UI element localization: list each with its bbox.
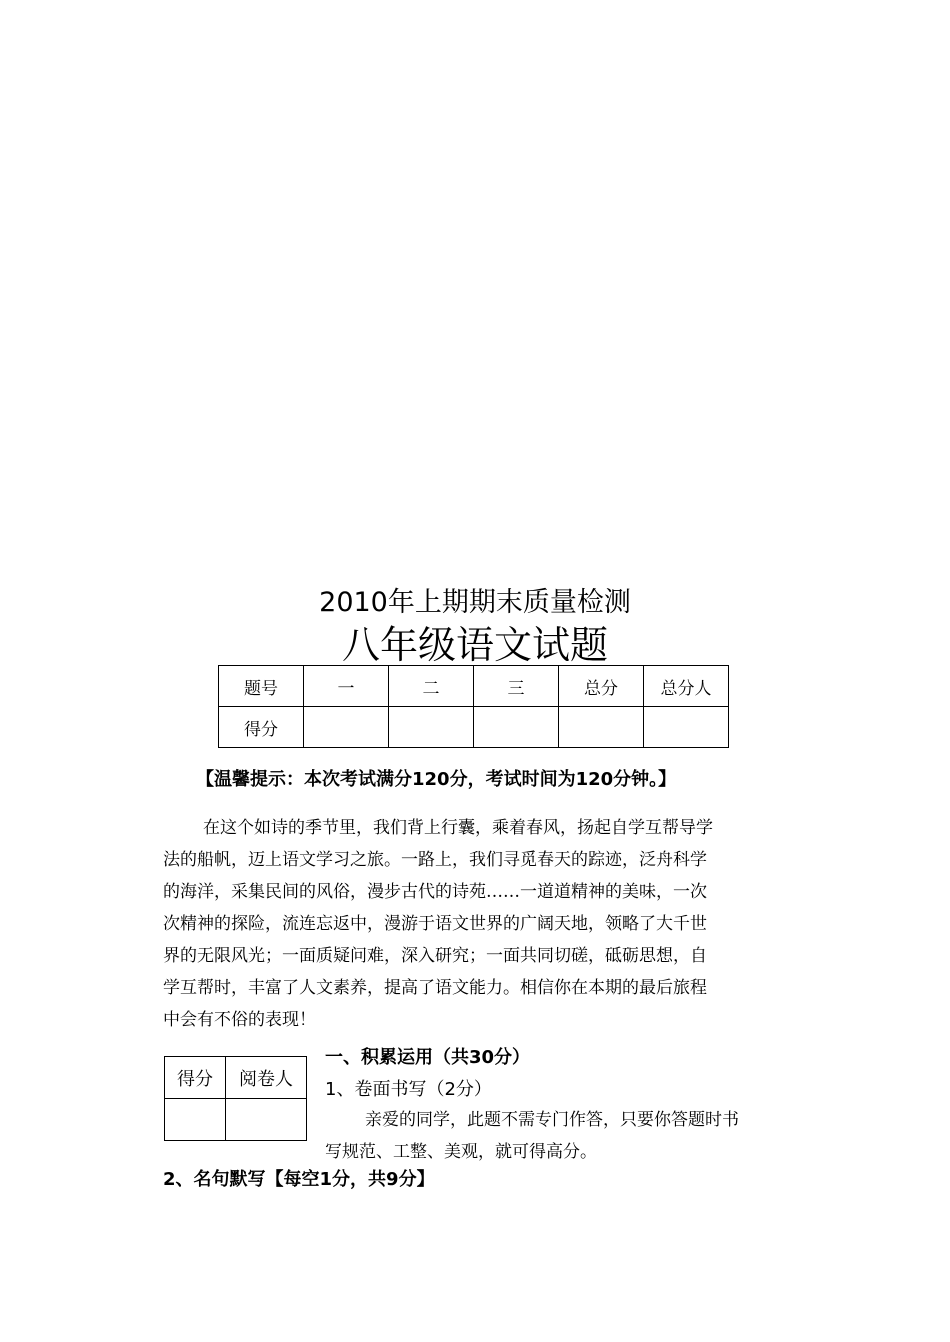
score-table-cell: 一: [304, 666, 389, 707]
score-table-cell: 三: [474, 666, 559, 707]
score-table-cell: 题号: [219, 666, 304, 707]
grader-entry-cell[interactable]: [165, 1099, 226, 1141]
score-table-header-row: [219, 666, 729, 707]
intro-line: 学互帮时，丰富了人文素养，提高了语文能力。相信你在本期的最后旅程: [163, 978, 707, 998]
score-table-cell: 二: [389, 666, 474, 707]
section-heading: 一、积累运用（共30分）: [325, 1047, 531, 1068]
exam-tip: 【温馨提示：本次考试满分120分，考试时间为120分钟。】: [196, 769, 677, 790]
grader-table-value-row: [165, 1099, 307, 1141]
question-2-title: 2、名句默写【每空1分，共9分】: [163, 1169, 435, 1190]
score-table-cell: 总分人: [644, 666, 729, 707]
grader-table-cell: 得分: [165, 1057, 226, 1099]
exam-title-line2: 八年级语文试题: [341, 623, 608, 667]
question-1-line: 写规范、工整、美观，就可得高分。: [325, 1142, 597, 1162]
question-1-line: 亲爱的同学，此题不需专门作答，只要你答题时书: [365, 1110, 739, 1130]
intro-line: 的海洋，采集民间的风俗，漫步古代的诗苑……一道道精神的美味，一次: [163, 882, 707, 902]
score-entry-cell[interactable]: [644, 707, 729, 748]
score-table-cell: 得分: [219, 707, 304, 748]
intro-line: 次精神的探险，流连忘返中，漫游于语文世界的广阔天地，领略了大千世: [163, 914, 707, 934]
score-entry-cell[interactable]: [304, 707, 389, 748]
grader-table-cell: 阅卷人: [226, 1057, 307, 1099]
score-entry-cell[interactable]: [474, 707, 559, 748]
intro-paragraph: [163, 812, 787, 1036]
intro-line: 界的无限风光；一面质疑问难，深入研究；一面共同切磋，砥砺思想，自: [163, 946, 707, 966]
score-table-cell: 总分: [559, 666, 644, 707]
grader-table: [164, 1056, 307, 1141]
question-1-body: [325, 1104, 787, 1168]
grader-entry-cell[interactable]: [226, 1099, 307, 1141]
score-table-score-row: [219, 707, 729, 748]
grader-table-header-row: [165, 1057, 307, 1099]
score-entry-cell[interactable]: [559, 707, 644, 748]
intro-line: 法的船帆，迈上语文学习之旅。一路上，我们寻觅春天的踪迹，泛舟科学: [163, 850, 707, 870]
intro-line: 在这个如诗的季节里，我们背上行囊，乘着春风，扬起自学互帮导学: [203, 818, 713, 838]
intro-line: 中会有不俗的表现！: [163, 1010, 316, 1030]
question-1-title: 1、卷面书写（2分）: [325, 1079, 492, 1100]
exam-title-line1: 2010年上期期末质量检测: [319, 587, 631, 618]
score-entry-cell[interactable]: [389, 707, 474, 748]
score-table: [218, 665, 729, 748]
